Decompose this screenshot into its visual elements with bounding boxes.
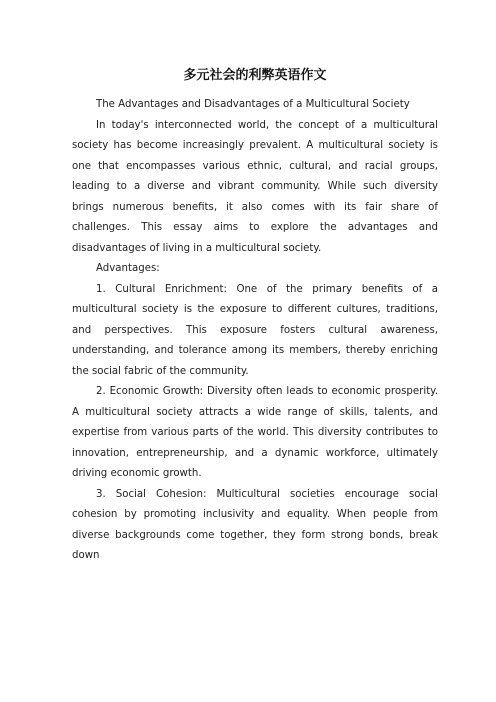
point-economic-growth: 2. Economic Growth: Diversity often leads to economic prosperity. A multicultural society attracts a wide range of skills, talents, and expertise from various parts of the world. This diversity contributes to innovation, entrepreneurship, and a dynamic workforce, ultimately driving economic growth.: [72, 386, 438, 479]
intro-paragraph: In today's interconnected world, the concept of a multicultural society has become increasingly prevalent. A multicultural society is one that encompasses various ethnic, cultural, and racial groups, leading to a diverse and vibrant community. While such diversity brings numerous benefits, it also comes with its fair share of challenges. This essay aims to explore the advantages and disadvantages of living in a multicultural society.: [72, 119, 438, 254]
essay-subtitle: The Advantages and Disadvantages of a Multicultural Society: [96, 99, 410, 110]
document-title: 多元社会的利弊英语作文: [183, 68, 327, 83]
point-cultural-enrichment: 1. Cultural Enrichment: One of the primary benefits of a multicultural society is the exposure to different cultures, traditions, and perspectives. This exposure fosters cultural awareness, understanding, and tolerance among its members, thereby enriching the social fabric of the community.: [72, 283, 438, 377]
advantages-heading: Advantages:: [96, 263, 160, 274]
point-social-cohesion: 3. Social Cohesion: Multicultural societies encourage social cohesion by promoting inclusivity and equality. When people from diverse backgrounds come together, they form strong bonds, break down: [72, 488, 438, 561]
